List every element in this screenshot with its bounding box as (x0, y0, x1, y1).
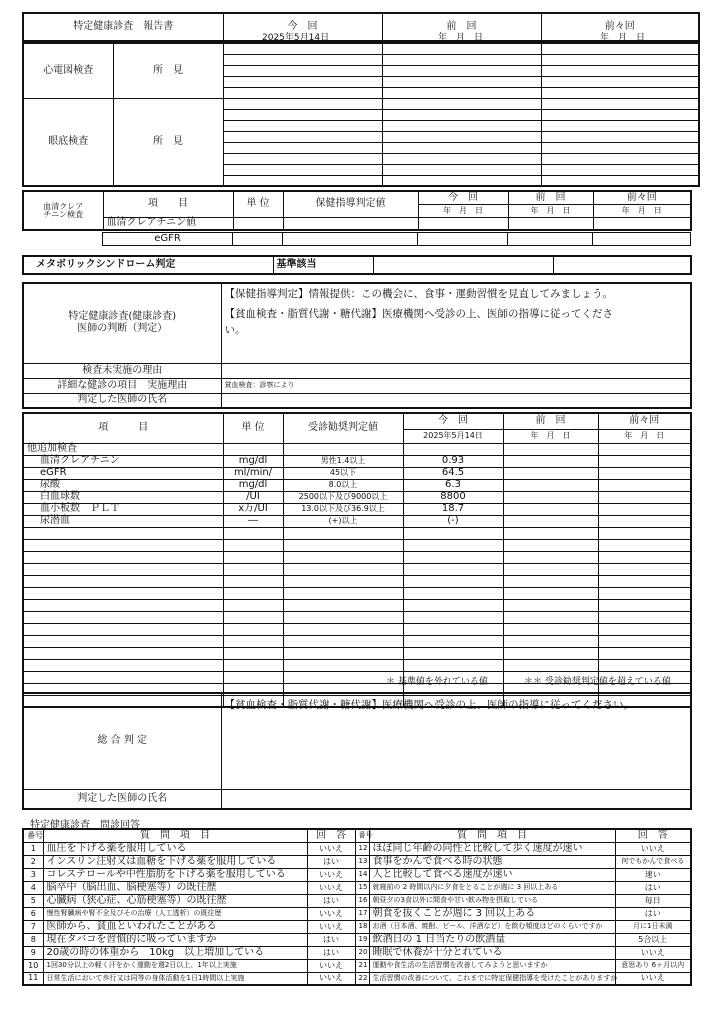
judging-doctor-label: 判定した医師の氏名 (23, 393, 221, 408)
current-date: 2025年5月14日 (262, 33, 330, 43)
table-row: 血清クレアチニン mg/dl 男性1.4以上 0.93 (23, 455, 691, 467)
before-previous-date: 年 月 日 (600, 33, 646, 43)
questionnaire-title: 特定健康診査 問診回答 (30, 820, 140, 831)
ecg-label: 心電図検査 (23, 43, 113, 98)
creat-current-header: 今 回 (418, 191, 508, 204)
metabolic-table (22, 255, 692, 275)
q-question-header-right: 質 問 項 目 (369, 829, 615, 842)
creatinine-judgment-header: 保健指導判定値 (283, 191, 418, 217)
judgment-text: 【保健指導判定】情報提供：この機会に、食事・運動習慣を見直してみましょう。 【貧血検査・脂質代謝・糖代謝】医療機関へ受診の上、医師の指導に従ってくださ い。 (221, 283, 691, 363)
tests-previous-date: 年 月 日 (503, 429, 598, 443)
overall-table (22, 692, 692, 810)
metabolic-value: 基準該当 (273, 256, 373, 274)
overall-label: 総 合 判 定 (23, 693, 221, 789)
tests-item-header: 項 目 (23, 413, 223, 443)
fundus-findings-label: 所 見 (113, 98, 223, 186)
tests-table (22, 412, 692, 708)
report-title: 特定健康診査 報告書 (23, 13, 223, 41)
table-row: 7 医師から、貧血といわれたことがある いいえ 18 お酒（日本酒、焼酎、ビール、洋酒など）を飲む頻度はどのくらいですか 月に1日未満 (23, 920, 691, 933)
creatinine-group-label: 血清クレア チニン検査 (23, 191, 103, 230)
table-row: 5 心臓病（狭心症、心筋梗塞等）の既往歴 はい 16 朝昼夕の3食以外に間食や甘い飲み物を摂取している 毎日 (23, 894, 691, 907)
current-header: 今 回 (223, 13, 382, 41)
tests-threshold-header: 受診勧奨判定値 (283, 413, 403, 443)
q-question-header-left: 質 問 項 目 (43, 829, 307, 842)
table-row: 白血球数 /UI 2500以下及び9000以上 8800 (23, 491, 691, 503)
tests-previous-header: 前 回 (503, 413, 598, 429)
creat-current-date: 年 月 日 (418, 204, 508, 217)
table-row: 尿潜血 ― (+)以上 (-) (23, 515, 691, 527)
not-done-label: 検査未実施の理由 (23, 363, 221, 378)
table-row: 6 慢性腎臓病や腎不全及びその治療（人工透析）の既往歴 いいえ 17 朝食を抜くことが週に 3 回以上ある はい (23, 907, 691, 920)
creat-previous-header: 前 回 (508, 191, 593, 204)
tests-unit-header: 単 位 (223, 413, 283, 443)
report-table (22, 12, 700, 42)
detail-label: 詳細な健診の項目 実施理由 (23, 378, 221, 393)
tests-section-label: 他追加検査 (23, 443, 223, 455)
note-exceeds-threshold: ＊＊ 受診勧奨判定値を超えている値 (524, 677, 671, 687)
table-row: 10 1回30分以上の軽く汗をかく運動を週2日以上、1年以上実施 いいえ 21 運動や食生活の生活習慣を改善してみようと思いますか 意思あり 6ヶ月以内 (23, 959, 691, 972)
table-row: 3 コレステロールや中性脂肪を下げる薬を服用している いいえ 14 人と比較して食べる速度が速い 速い (23, 868, 691, 881)
overall-doctor-label: 判定した医師の氏名 (23, 789, 221, 809)
previous-date: 年 月 日 (438, 33, 484, 43)
table-row: 9 20歳の時の体重から 10kg 以上増加している はい 20 睡眠で休養が十分とれている いいえ (23, 946, 691, 959)
tests-before-previous-date: 年 月 日 (598, 429, 691, 443)
tests-current-date: 2025年5月14日 (403, 429, 503, 443)
table-row: 血小板数 ＰＬＴ x万/UI 13.0以下及び36.9以上 18.7 (23, 503, 691, 515)
q-num-header-left: 番号 (23, 829, 43, 842)
note-out-of-range: ＊ 基準値を外れている値 (386, 677, 488, 687)
judgment-label: 特定健康診査(健康診査) 医師の判断（判定） (23, 283, 221, 363)
egfr-row-table (102, 232, 691, 246)
table-row: 2 インスリン注射又は血糖を下げる薬を服用している はい 13 食事をかんで食べる時の状態 何でもかんで食べる (23, 855, 691, 868)
q-answer-header-left: 回 答 (307, 829, 355, 842)
table-row: eGFR ml/min/ 45以下 64.5 (23, 467, 691, 479)
table-row: 8 現在タバコを習慣的に吸っていますか はい 19 飲酒日の 1 日当たりの飲酒量 5合以上 (23, 933, 691, 946)
table-row: 1 血圧を下げる薬を服用している いいえ 12 ほぼ同じ年齢の同性と比較して歩く速度が速い いいえ (23, 842, 691, 855)
before-previous-header: 前々回 (541, 13, 699, 41)
previous-header: 前 回 (382, 13, 541, 41)
egfr-row-label: eGFR (103, 233, 233, 246)
q-num-header-right: 番号 (355, 829, 369, 842)
tests-current-header: 今 回 (403, 413, 503, 429)
table-row: 11 日常生活において歩行又は同等の身体活動を1日1時間以上実施 いいえ 22 生活習慣の改善について、これまでに特定保健指導を受けたことがありますか いいえ (23, 972, 691, 985)
creatinine-item-header: 項 目 (103, 191, 233, 217)
creatinine-unit-header: 単 位 (233, 191, 283, 217)
findings-table (22, 42, 700, 187)
overall-text: 【貧血検査・脂質代謝・糖代謝】医療機関へ受診の上、医師の指導に従ってください。 (221, 693, 691, 789)
creatinine-table (22, 190, 692, 231)
q-answer-header-right: 回 答 (615, 829, 691, 842)
tests-before-previous-header: 前々回 (598, 413, 691, 429)
creatinine-row-label: 血清クレアチニン値 (103, 217, 233, 230)
table-row: 4 脳卒中（脳出血、脳梗塞等）の既往歴 いいえ 15 就寝前の 2 時間以内に夕食をとることが週に 3 回以上ある はい (23, 881, 691, 894)
questionnaire-table (22, 828, 692, 986)
doctor-judgment-table (22, 282, 692, 409)
table-row: 尿酸 mg/dl 8.0以上 6.3 (23, 479, 691, 491)
metabolic-label: メタボリックシンドローム判定 (23, 256, 273, 274)
creat-before-previous-header: 前々回 (593, 191, 691, 204)
detail-value: 貧血検査：診察により (221, 378, 691, 393)
fundus-label: 眼底検査 (23, 98, 113, 186)
creat-before-previous-date: 年 月 日 (593, 204, 691, 217)
ecg-findings-label: 所 見 (113, 43, 223, 98)
creat-previous-date: 年 月 日 (508, 204, 593, 217)
